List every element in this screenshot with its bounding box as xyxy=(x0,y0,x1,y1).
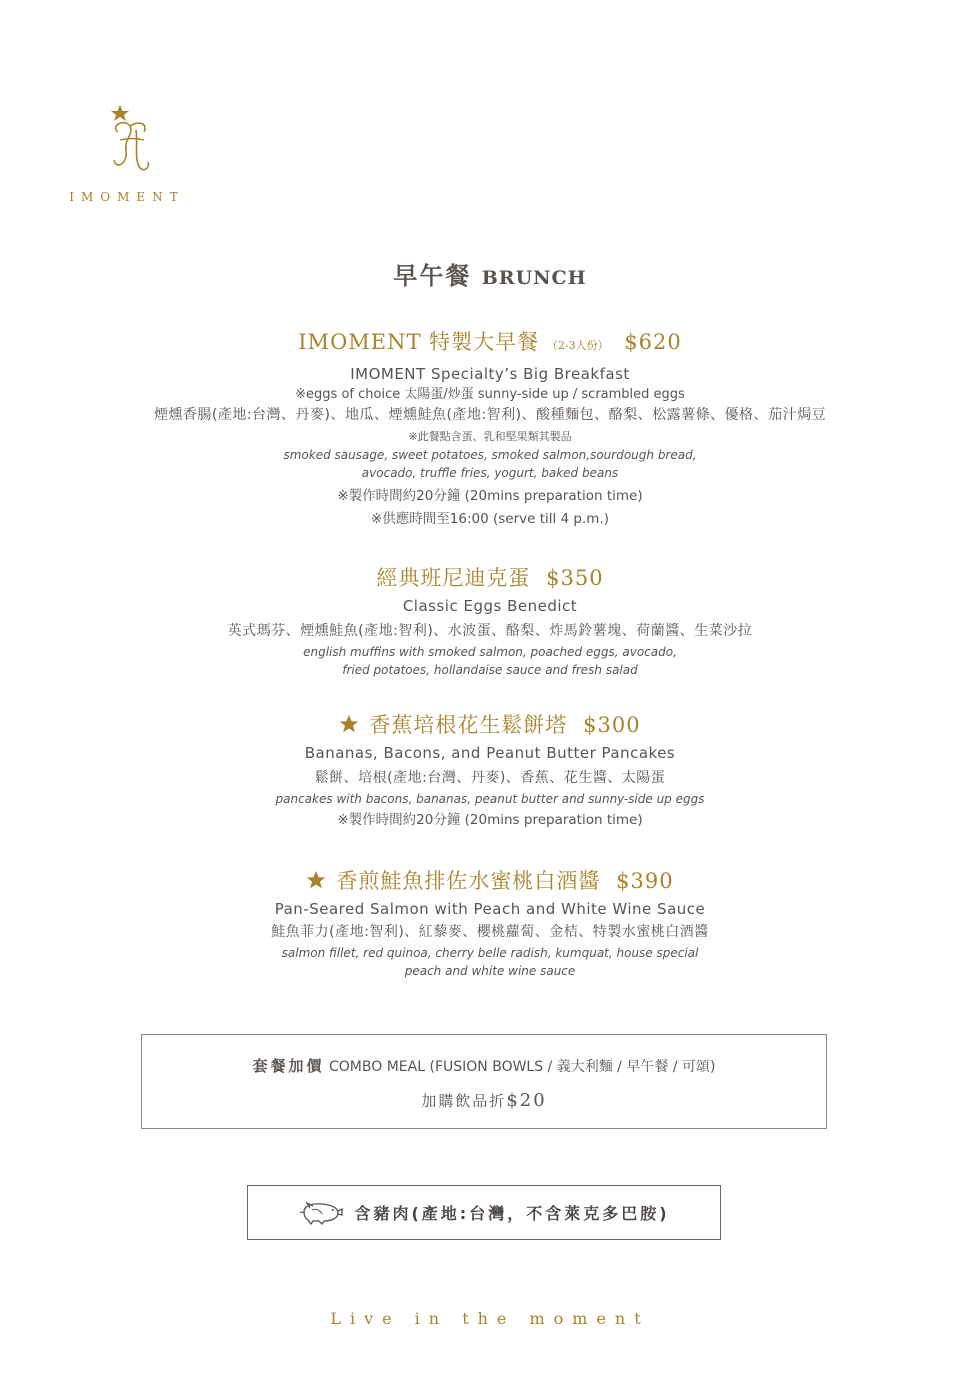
item-desc-en: peach and white wine sauce xyxy=(404,964,576,978)
pork-notice-text: 含豬肉(產地:台灣，不含萊克多巴胺) xyxy=(354,1204,670,1223)
item-heading xyxy=(0,327,980,361)
combo-offer xyxy=(142,1090,826,1111)
brand-name: IMOMENT xyxy=(69,190,185,204)
combo-label-zh: 套餐加價 xyxy=(252,1057,325,1075)
item-heading xyxy=(0,866,980,896)
combo-label-en: COMBO MEAL xyxy=(329,1059,426,1075)
brand-logo xyxy=(62,104,192,204)
item-name-en: Pan-Seared Salmon with Peach and White Wine Sauce xyxy=(274,900,706,918)
item-name-zh: 香煎鮭魚排佐水蜜桃白酒醬 xyxy=(336,869,601,893)
item-serving: （2-3人份） xyxy=(546,339,609,352)
combo-offer-text: 加購飲品折 xyxy=(421,1092,507,1110)
recommended-star-icon xyxy=(306,870,326,890)
item-egg-choice: ※eggs of choice 太陽蛋/炒蛋 sunny-side up / scrambled eggs xyxy=(295,387,685,402)
pork-notice-box xyxy=(247,1185,721,1240)
footer-tagline: Live in the moment xyxy=(330,1309,650,1328)
item-desc-en: pancakes with bacons, bananas, peanut butter and sunny-side up eggs xyxy=(275,792,705,806)
item-allergen-note: ※此餐點含蛋、乳和堅果類其製品 xyxy=(408,430,572,443)
item-desc-en: fried potatoes, hollandaise sauce and fresh salad xyxy=(342,663,638,677)
item-prep-note: ※製作時間約20分鐘 (20mins preparation time) xyxy=(337,488,643,504)
item-ingredients-zh: 煙燻香腸(產地:台灣、丹麥)、地瓜、煙燻鮭魚(產地:智利)、酸種麵包、酪梨、松露薯條、優格、茄汁焗豆 xyxy=(153,407,827,423)
item-price: $620 xyxy=(624,330,682,354)
combo-meal-box xyxy=(141,1034,827,1129)
logo-monogram-icon xyxy=(106,104,156,174)
item-name-en: Bananas, Bacons, and Peanut Butter Pancakes xyxy=(304,744,676,762)
item-price: $350 xyxy=(546,566,604,590)
item-heading xyxy=(0,710,980,740)
item-name-en: Classic Eggs Benedict xyxy=(402,597,578,615)
item-serve-note: ※供應時間至16:00 (serve till 4 p.m.) xyxy=(370,511,610,527)
menu-item-seared-salmon xyxy=(0,866,980,980)
item-ingredients-zh: 鮭魚菲力(產地:智利)、紅藜麥、櫻桃蘿蔔、金桔、特製水蜜桃白酒醬 xyxy=(271,924,709,940)
item-name-zh: IMOMENT 特製大早餐 xyxy=(298,330,540,354)
item-name-zh: 香蕉培根花生鬆餅塔 xyxy=(369,713,568,737)
item-price: $300 xyxy=(583,713,641,737)
item-ingredients-zh: 鬆餅、培根(產地:台灣、丹麥)、香蕉、花生醬、太陽蛋 xyxy=(314,770,666,786)
section-title-en: BRUNCH xyxy=(481,267,587,289)
menu-item-big-breakfast xyxy=(0,327,980,531)
combo-offer-price: $20 xyxy=(506,1090,547,1111)
item-ingredients-zh: 英式瑪芬、煙燻鮭魚(產地:智利)、水波蛋、酪梨、炸馬鈴薯塊、荷蘭醬、生菜沙拉 xyxy=(227,623,753,639)
item-prep-note: ※製作時間約20分鐘 (20mins preparation time) xyxy=(337,812,643,828)
item-name-en: IMOMENT Specialty’s Big Breakfast xyxy=(350,365,630,383)
item-price: $390 xyxy=(616,869,674,893)
item-heading xyxy=(0,563,980,593)
item-name-zh: 經典班尼迪克蛋 xyxy=(376,566,531,590)
menu-item-banana-pancakes xyxy=(0,710,980,832)
section-title-zh: 早午餐 xyxy=(393,261,472,290)
combo-heading xyxy=(142,1055,826,1076)
menu-item-eggs-benedict xyxy=(0,563,980,679)
section-title xyxy=(0,256,980,291)
recommended-star-icon xyxy=(339,714,359,734)
combo-scope: (FUSION BOWLS / 義大利麵 / 早午餐 / 可頌) xyxy=(429,1059,716,1075)
item-desc-en: salmon fillet, red quinoa, cherry belle radish, kumquat, house special xyxy=(281,946,699,960)
item-desc-en: english muffins with smoked salmon, poached eggs, avocado, xyxy=(303,645,677,659)
item-desc-en: avocado, truffle fries, yogurt, baked beans xyxy=(361,466,619,480)
item-desc-en: smoked sausage, sweet potatoes, smoked salmon,sourdough bread, xyxy=(283,448,697,462)
pig-icon xyxy=(298,1200,344,1226)
